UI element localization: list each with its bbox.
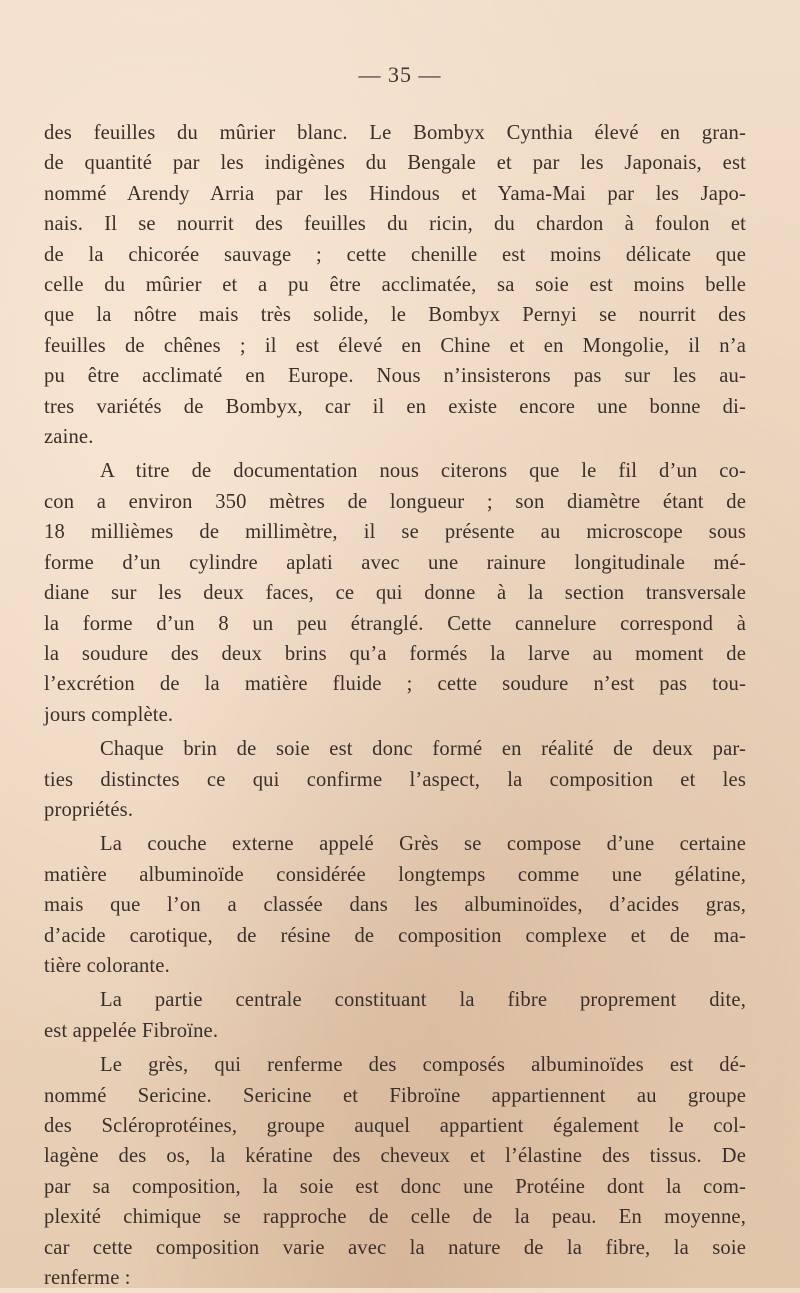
text-line: par sa composition, la soie est donc une Protéine dont la com- [44,1175,746,1198]
text-line: renferme : [44,1267,131,1290]
text-line: est appelée Fibroïne. [44,1019,219,1042]
text-line: de la chicorée sauvage ; cette chenille est moins délicate que [44,243,746,266]
text-line: mais que l’on a classée dans les albuminoïdes, d’acides gras, [44,894,746,917]
text-line: La partie centrale constituant la fibre proprement dite, [100,989,746,1012]
paragraph [44,829,746,981]
text-line: zaine. [44,426,94,449]
text-line: Chaque brin de soie est donc formé en réalité de deux par- [100,738,746,761]
text-line: tière colorante. [44,954,170,977]
text-line: forme d’un cylindre aplati avec une rainure longitudinale mé- [44,551,746,574]
text-line: nommé Sericine. Sericine et Fibroïne appartiennent au groupe [44,1084,746,1107]
text-line: feuilles de chênes ; il est élevé en Chine et en Mongolie, il n’a [44,334,746,357]
text-line: plexité chimique se rapproche de celle de la peau. En moyenne, [44,1206,746,1229]
text-line: propriétés. [44,798,134,821]
paragraph [44,118,746,452]
text-line: de quantité par les indigènes du Bengale et par les Japonais, est [44,152,746,175]
text-line: la soudure des deux brins qu’a formés la larve au moment de [44,642,746,665]
text-line: des Scléroprotéines, groupe auquel appartient également le col- [44,1115,746,1137]
text-line: nommé Arendy Arria par les Hindous et Yama-Mai par les Japo- [44,182,746,205]
text-line: d’acide carotique, de résine de composition complexe et de ma- [44,924,746,947]
text-line: pu être acclimaté en Europe. Nous n’insisterons pas sur les au- [44,365,746,388]
text-line: celle du mûrier et a pu être acclimatée, sa soie est moins belle [44,274,746,297]
text-line: car cette composition varie avec la nature de la fibre, la soie [44,1236,746,1259]
text-line: nais. Il se nourrit des feuilles du ricin, du chardon à foulon et [44,213,746,236]
body-text [44,118,746,1293]
text-line: des feuilles du mûrier blanc. Le Bombyx Cynthia élevé en gran- [44,122,746,144]
text-line: lagène des os, la kératine des cheveux et l’élastine des tissus. De [44,1145,746,1168]
page-number: — 35 — [358,62,442,87]
paragraph [44,734,746,825]
text-line: con a environ 350 mètres de longueur ; son diamètre étant de [44,490,746,513]
text-line: tres variétés de Bombyx, car il en existe encore une bonne di- [44,395,746,418]
text-line: La couche externe appelé Grès se compose d’une certaine [100,833,746,856]
text-line: A titre de documentation nous citerons que le fil d’un co- [100,460,746,483]
paragraph [44,985,746,1046]
text-line: ties distinctes ce qui confirme l’aspect, la composition et les [44,768,746,791]
text-line: diane sur les deux faces, ce qui donne à la section transversale [44,582,746,605]
text-line: Le grès, qui renferme des composés albuminoïdes est dé- [100,1054,746,1077]
text-line: matière albuminoïde considérée longtemps comme une gélatine, [44,863,746,886]
paragraph [44,1050,746,1293]
text-line: 18 millièmes de millimètre, il se présente au microscope sous [44,521,746,544]
text-line: que la nôtre mais très solide, le Bombyx Pernyi se nourrit des [44,304,746,327]
text-line: jours complète. [44,703,174,726]
text-line: l’excrétion de la matière fluide ; cette soudure n’est pas tou- [44,673,746,696]
paragraph [44,456,746,730]
text-line: la forme d’un 8 un peu étranglé. Cette cannelure correspond à [44,612,746,635]
